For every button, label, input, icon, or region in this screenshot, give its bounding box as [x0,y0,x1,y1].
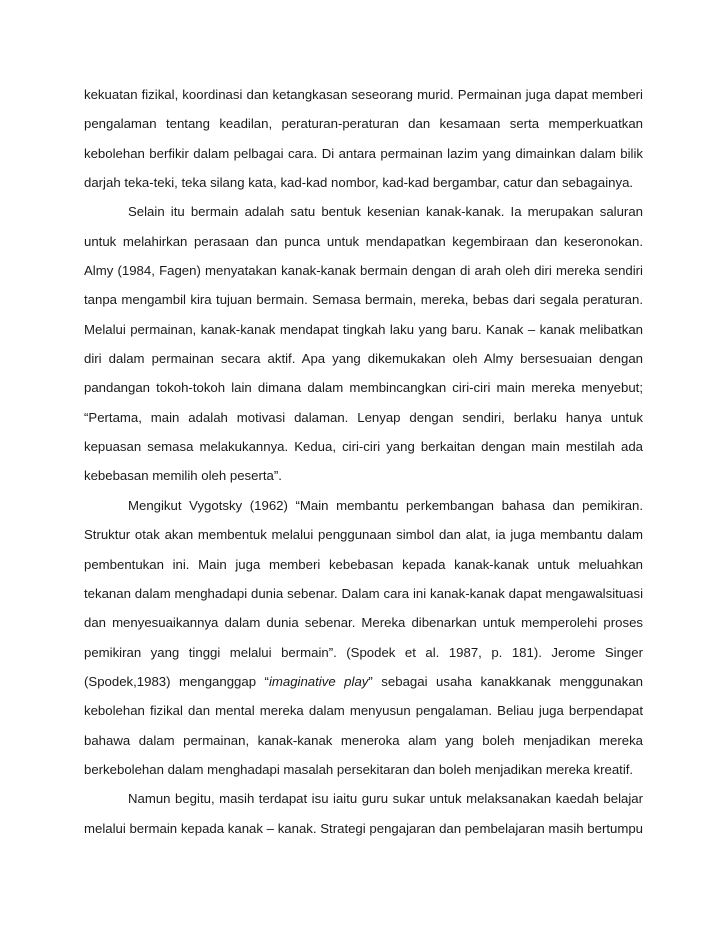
text-line: kebebasan memilih oleh peserta”. [84,468,282,484]
paragraph-first-line: Selain itu bermain adalah satu bentuk kesenian kanak-kanak. Ia merupakan saluran [128,204,643,220]
text-line: untuk melahirkan perasaan dan punca untuk mendapatkan kegembiraan dan keseronokan. [84,233,643,249]
text-line: “Pertama, main adalah motivasi dalaman. Lenyap dengan sendiri, berlaku hanya untuk [84,409,643,425]
text-line: kebolehan berfikir dalam pelbagai cara. Di antara permainan lazim yang dimainkan dalam bilik [84,145,643,161]
text-line: pengalaman tentang keadilan, peraturan-peraturan dan kesamaan serta memperkuatkan [84,116,643,132]
text-line: Melalui permainan, kanak-kanak mendapat tingkah laku yang baru. Kanak – kanak melibatkan [84,321,643,337]
italic-term: imaginative play [268,673,369,689]
text-line: diri dalam permainan secara aktif. Apa yang dikemukakan oleh Almy bersesuaian dengan [84,351,643,367]
text-line: darjah teka-teki, teka silang kata, kad-kad nombor, kad-kad bergambar, catur dan sebagainya. [84,175,634,191]
text-segment: (Spodek,1983) menganggap “ [84,673,269,689]
text-line: Almy (1984, Fagen) menyatakan kanak-kanak bermain dengan di arah oleh diri mereka sendiri [84,263,643,279]
text-line: melalui bermain kepada kanak – kanak. Strategi pengajaran dan pembelajaran masih bertumpu [84,820,643,836]
text-line: bahawa dalam permainan, kanak-kanak meneroka alam yang boleh menjadikan mereka [84,732,643,748]
text-line: Struktur otak akan membentuk melalui penggunaan simbol dan alat, ia juga membantu dalam [84,527,643,543]
text-line: kekuatan fizikal, koordinasi dan ketangkasan seseorang murid. Permainan juga dapat memberi [84,87,643,102]
paragraph-first-line: Namun begitu, masih terdapat isu iaitu guru sukar untuk melaksanakan kaedah belajar [128,791,643,807]
text-line: kebolehan fizikal dan mental mereka dalam menyusun pengalaman. Beliau juga berpendapat [84,703,643,719]
text-segment: ” sebagai usaha kanakkanak menggunakan [368,673,643,689]
text-line: tekanan dalam menghadapi dunia sebenar. Dalam cara ini kanak-kanak dapat mengawalsituasi [84,585,643,601]
body-text [84,80,643,843]
text-line: dan menyesuaikannya dalam dunia sebenar. Mereka dibenarkan untuk memperolehi proses [84,615,643,631]
text-line: tanpa mengambil kira tujuan bermain. Semasa bermain, mereka, bebas dari segala peraturan. [84,292,643,308]
text-line: pembentukan ini. Main juga memberi kebebasan kepada kanak-kanak untuk meluahkan [84,556,643,572]
paragraph-first-line: Mengikut Vygotsky (1962) “Main membantu perkembangan bahasa dan pemikiran. [128,497,643,513]
text-line: berkebolehan dalam menghadapi masalah persekitaran dan boleh menjadikan mereka kreatif. [84,761,634,777]
text-line-with-italic [84,667,643,696]
text-line: kepuasan semasa melakukannya. Kedua, ciri-ciri yang berkaitan dengan main mestilah ada [84,439,643,455]
text-line: pemikiran yang tinggi melalui bermain”. (Spodek et al. 1987, p. 181). Jerome Singer [84,644,643,660]
text-line: pandangan tokoh-tokoh lain dimana dalam membincangkan ciri-ciri main mereka menyebut; [84,380,643,396]
